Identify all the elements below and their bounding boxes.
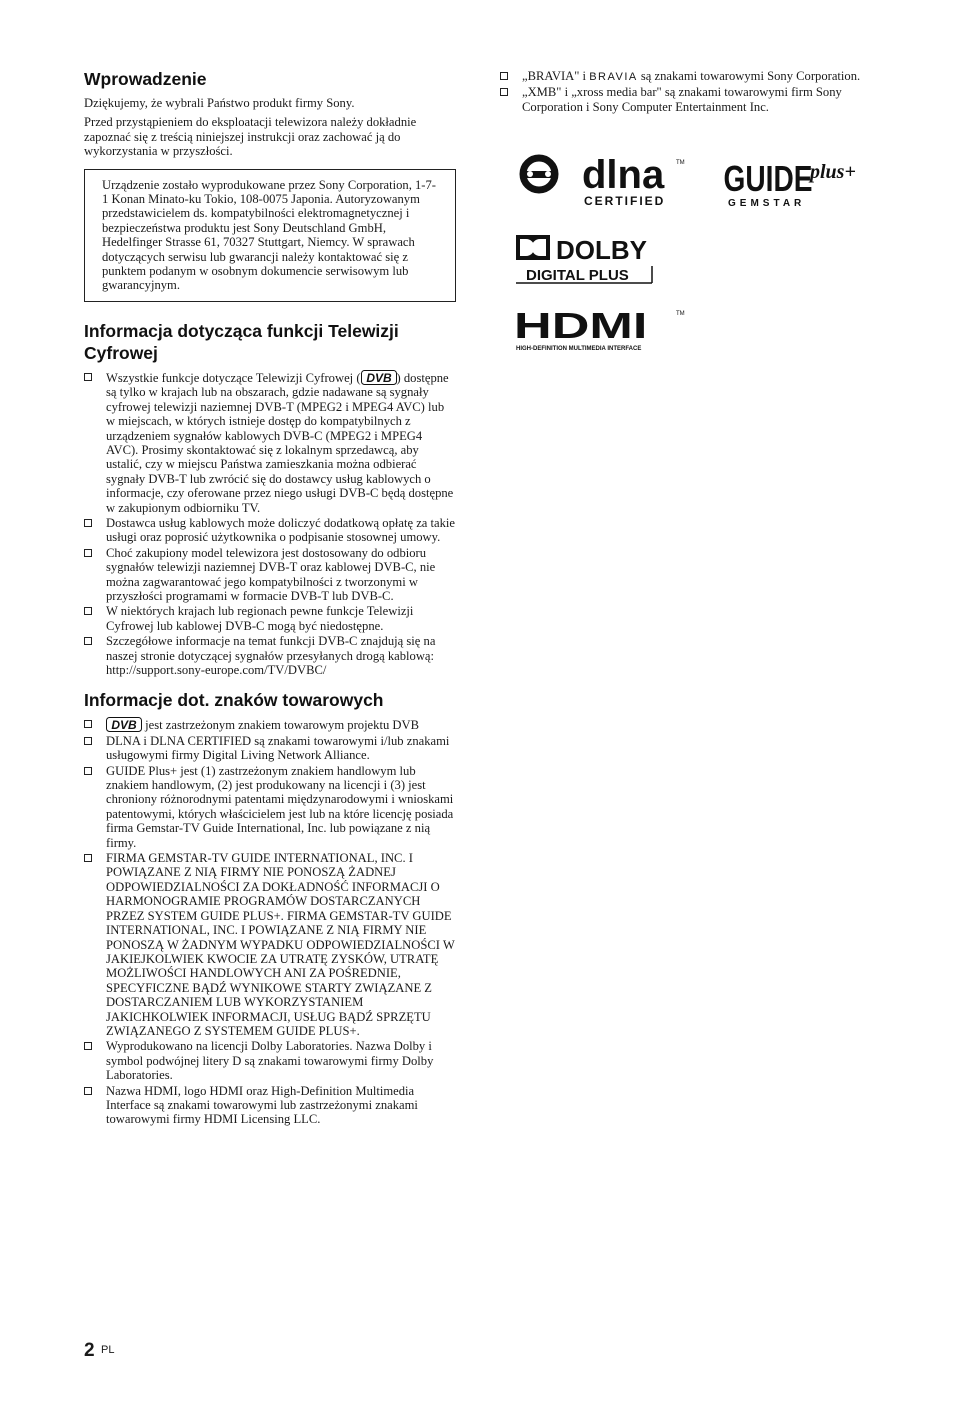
- bullet-box-icon: [84, 737, 92, 745]
- dolby-digital-plus-logo: [514, 233, 659, 285]
- list-item: Wyprodukowano na licencji Dolby Laboratories. Nazwa Dolby i symbol podwójnej litery D są znakami towarowymi firmy Dolby Laboratories.: [84, 1039, 456, 1082]
- list-item: „XMB" i „xross media bar" są znakami towarowymi firm Sony Corporation i Sony Computer Entertainment Inc.: [500, 85, 872, 114]
- list-item: W niektórych krajach lub regionach pewne funkcje Telewizji Cyfrowej lub kablowej DVB-C mogą być niedostępne.: [84, 604, 456, 633]
- intro-heading: Wprowadzenie: [84, 69, 207, 89]
- list-item: DVB jest zastrzeżonym znakiem towarowym projektu DVB: [84, 717, 456, 732]
- guide-plus-logo: [722, 154, 864, 208]
- intro-paragraph-2: Przed przystąpieniem do eksploatacji telewizora należy dokładnie zapoznać się z treścią niniejszej instrukcji oraz zachować ją do wykorzystania w przyszłości.: [84, 115, 417, 159]
- list-item: Nazwa HDMI, logo HDMI oraz High-Definition Multimedia Interface są znakami towarowymi lub zastrzeżonymi znakami towarowymi firmy HDMI Licensing LLC.: [84, 1084, 456, 1127]
- svg-text:GUIDE: GUIDE: [723, 158, 813, 199]
- svg-text:dlna: dlna: [582, 153, 665, 197]
- page-number: 2: [84, 1340, 95, 1361]
- dlna-certified-logo: [514, 150, 689, 210]
- bullet-box-icon: [500, 72, 508, 80]
- bullet-box-icon: [500, 88, 508, 96]
- svg-text:plus+: plus+: [810, 161, 856, 183]
- svg-text:HDMI: HDMI: [514, 307, 648, 347]
- left-column: [84, 68, 456, 1137]
- hdmi-logo: [514, 307, 688, 353]
- bullet-box-icon: [84, 854, 92, 862]
- list-item: Szczegółowe informacje na temat funkcji DVB-C znajdują się na naszej stronie dotyczącej sygnałów przesyłanych drogą kablową: http://support.sony-europe.com/TV/DVBC/: [84, 634, 456, 677]
- bullet-box-icon: [84, 373, 92, 381]
- intro-paragraph-1: Dziękujemy, że wybrali Państwo produkt firmy Sony.: [84, 96, 355, 110]
- bravia-logo-text: BRAVIA: [589, 71, 638, 83]
- trademarks-heading: Informacje dot. znaków towarowych: [84, 690, 384, 711]
- list-item: „BRAVIA" i BRAVIA są znakami towarowymi Sony Corporation.: [500, 69, 872, 84]
- svg-text:DVB: DVB: [111, 718, 137, 733]
- list-item: Choć zakupiony model telewizora jest dostosowany do odbioru sygnałów telewizji naziemnej DVB-T oraz kablowej DVB-C, nie można zagwarantować jego kompatybilności z tworzonymi w przyszłości programami w formacie DVB-T lub DVB-C.: [84, 546, 456, 604]
- list-item: Wszystkie funkcje dotyczące Telewizji Cyfrowej ( DVB ) dostępne są tylko w krajach lub na obszarach, gdzie nadawane są sygnały cyfrowej telewizji naziemnej DVB-T (MPEG2 i MPEG4 AVC) lub w miejscach, w których istnieje dostęp do kompatybilnych z urządzeniem sygnałów kablowych DVB-C (MPEG2 i MPEG4 AVC). Prosimy skontaktować się z lokalnym sprzedawcą, aby ustalić, czy w miejscu Państwa zamieszkania można odbierać sygnały DVB-T lub zwrócić się do dostawcy usług kablowych o informacje, czy oferowane przez niego usługi DVB-C będą dostępne w zakupionym odbiorniku TV.: [84, 370, 456, 515]
- svg-text:TM: TM: [676, 160, 685, 166]
- svg-text:DIGITAL PLUS: DIGITAL PLUS: [526, 267, 629, 284]
- dvb-logo-icon: [361, 370, 397, 385]
- bullet-box-icon: [84, 767, 92, 775]
- svg-text:CERTIFIED: CERTIFIED: [584, 194, 666, 208]
- bullet-box-icon: [84, 720, 92, 728]
- digital-tv-heading: Informacja dotycząca funkcji Telewizji Cyfrowej: [84, 320, 399, 363]
- list-item: FIRMA GEMSTAR-TV GUIDE INTERNATIONAL, INC. I POWIĄZANE Z NIĄ FIRMY NIE PONOSZĄ ŻADNEJ ODPOWIEDZIALNOŚCI ZA DOKŁADNOŚĆ INFORMACJI O HARMONOGRAMIE PROGRAMÓW DOSTARCZANYCH PRZEZ SYSTEM GUIDE PLUS+. FIRMA GEMSTAR-TV GUIDE INTERNATIONAL, INC. I POWIĄZANE Z NIĄ FIRMY NIE PONOSZĄ W ŻADNYM WYPADKU ODPOWIEDZIALNOŚCI W JAKIEJKOLWIEK KWOCIE ZA UTRATĘ ZYSKÓW, UTRATĘ MOŻLIWOŚCI HANDLOWYCH ANI ZA POŚREDNIE, SPECYFICZNE BĄDŹ WYNIKOWE STARTY ZWIĄZANE Z DOSTARCZANIEM LUB WYKORZYSTANIEM JAKICHKOLWIEK INFORMACJI, USŁUG BĄDŹ SPRZĘTU ZWIĄZANEGO Z SYSTEMEM GUIDE PLUS+.: [84, 851, 456, 1038]
- bullet-box-icon: [84, 1087, 92, 1095]
- svg-text:GEMSTAR: GEMSTAR: [728, 198, 806, 208]
- bullet-box-icon: [84, 637, 92, 645]
- svg-text:TM: TM: [676, 311, 685, 317]
- list-item: Dostawca usług kablowych może doliczyć dodatkową opłatę za takie usługi oraz poprosić użytkownika o podpisanie stosownej umowy.: [84, 516, 456, 545]
- bullet-box-icon: [84, 1042, 92, 1050]
- svg-text:DVB: DVB: [365, 370, 392, 385]
- dvb-logo-icon: [106, 717, 142, 732]
- svg-text:DOLBY: DOLBY: [556, 235, 647, 265]
- manufacturer-info-box: Urządzenie zostało wyprodukowane przez Sony Corporation, 1-7-1 Konan Minato-ku Tokio, 108-0075 Japonia. Autoryzowanym przedstawicielem ds. kompatybilności elektromagnetycznej i bezpieczeństwa produktu jest Sony Deutschland GmbH, Hedelfinger Strasse 61, 70327 Stuttgart, Niemcy. W sprawach dotyczących serwisu lub gwarancji należy kontaktować się z punktem podanym w osobnym dokumencie serwisowym lub gwarancyjnym.: [84, 169, 456, 302]
- trademarks-list: [84, 717, 456, 1126]
- bullet-box-icon: [84, 519, 92, 527]
- right-column: [500, 69, 872, 124]
- bullet-box-icon: [84, 607, 92, 615]
- bullet-box-icon: [84, 549, 92, 557]
- page-language: PL: [101, 1344, 115, 1356]
- svg-text:HIGH-DEFINITION MULTIMEDIA INT: HIGH-DEFINITION MULTIMEDIA INTERFACE: [516, 346, 642, 352]
- dvbc-support-url: http://support.sony-europe.com/TV/DVBC/: [106, 663, 327, 677]
- list-item: DLNA i DLNA CERTIFIED są znakami towarowymi i/lub znakami usługowymi firmy Digital Living Network Alliance.: [84, 734, 456, 763]
- list-item: GUIDE Plus+ jest (1) zastrzeżonym znakiem handlowym lub znakiem handlowym, (2) jest produkowany na licencji i (3) jest chroniony różnorodnymi patentami międzynarodowymi i wnioskami patentowymi, których właścicielem jest lub na które licencję posiada firma Gemstar-TV Guide International, Inc. lub powiązane z nią firmy.: [84, 764, 456, 850]
- bravia-xmb-list: [500, 69, 872, 114]
- digital-tv-list: [84, 370, 456, 678]
